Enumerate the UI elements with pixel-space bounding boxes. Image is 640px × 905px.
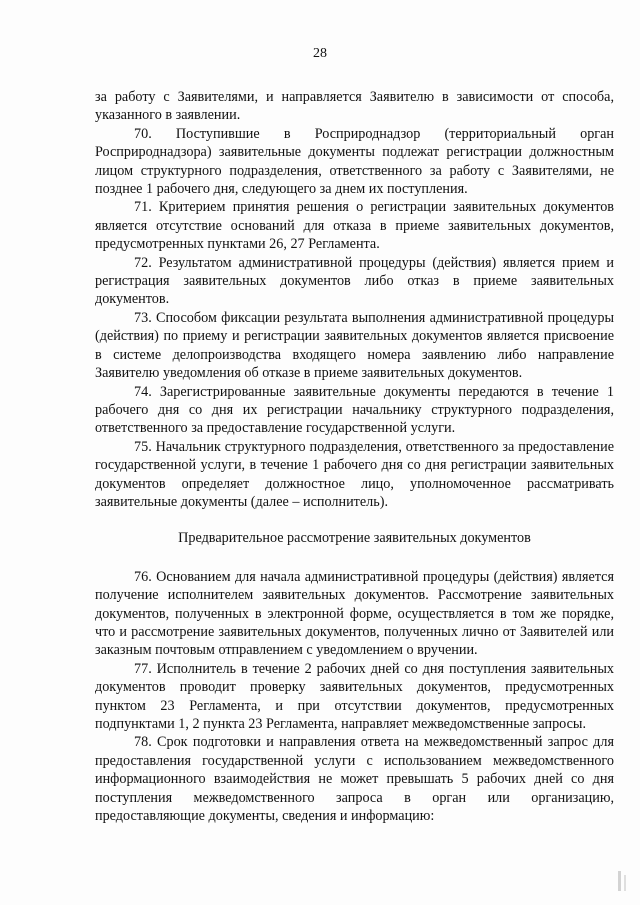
- paragraph-75: 75. Начальник структурного подразделения, ответственного за предоставление государственной услуги, в течение 1 рабочего дня со дня регистрации заявительных документов определяет должностное лицо, уполномоченное рассматривать заявительные документы (далее – исполнитель).: [95, 438, 614, 510]
- paragraph-73: 73. Способом фиксации результата выполнения административной процедуры (действия) по приему и регистрации заявительных документов является присвоение в системе делопроизводства входящего номера заявлению либо направление Заявителю уведомления об отказе в приеме заявительных документов.: [95, 309, 614, 382]
- document-body: [95, 88, 614, 825]
- section-heading: Предварительное рассмотрение заявительных документов: [178, 530, 531, 547]
- paragraph-70: 70. Поступившие в Росприроднадзор (территориальный орган Росприроднадзора) заявительные документы подлежат регистрации должностным лицом структурного подразделения, ответственного за работу с Заявителями, не позднее 1 рабочего дня, следующего за днем их поступления.: [95, 125, 614, 198]
- paragraph-74: 74. Зарегистрированные заявительные документы передаются в течение 1 рабочего дня со дня их регистрации начальнику структурного подразделения, ответственного за предоставление государственной услуги.: [95, 383, 614, 437]
- paragraph-continuation: за работу с Заявителями, и направляется Заявителю в зависимости от способа, указанного в заявлении.: [95, 89, 614, 124]
- paragraph-78: 78. Срок подготовки и направления ответа на межведомственный запрос для предоставления государственной услуги с использованием межведомственного информационного взаимодействия не может превышать 5 рабочих дней со дня поступления межведомственного запроса в орган или организацию, предоставляющие документы, сведения и информацию:: [95, 734, 614, 825]
- corner-scan-mark: [616, 869, 630, 893]
- paragraph-76: 76. Основанием для начала административной процедуры (действия) является получение исполнителем заявительных документов. Рассмотрение заявительных документов, полученных в электронной форме, осуществляется в том же порядке, что и рассмотрение заявительных документов, полученных лично от Заявителей или заказным почтовым отправлением с уведомлением о вручении.: [95, 568, 614, 659]
- paragraph-71: 71. Критерием принятия решения о регистрации заявительных документов является отсутствие оснований для отказа в приеме заявительных документов, предусмотренных пунктами 26, 27 Регламента.: [95, 199, 614, 253]
- page-number: 28: [313, 46, 327, 61]
- paragraph-77: 77. Исполнитель в течение 2 рабочих дней со дня поступления заявительных документов проводит проверку заявительных документов, предусмотренных пунктом 23 Регламента, и при отсутствии документов, предусмотренных подпунктами 1, 2 пункта 23 Регламента, направляет межведомственные запросы.: [95, 660, 614, 732]
- paragraph-72: 72. Результатом административной процедуры (действия) является прием и регистрация заявительных документов либо отказ в приеме заявительных документов.: [95, 254, 614, 308]
